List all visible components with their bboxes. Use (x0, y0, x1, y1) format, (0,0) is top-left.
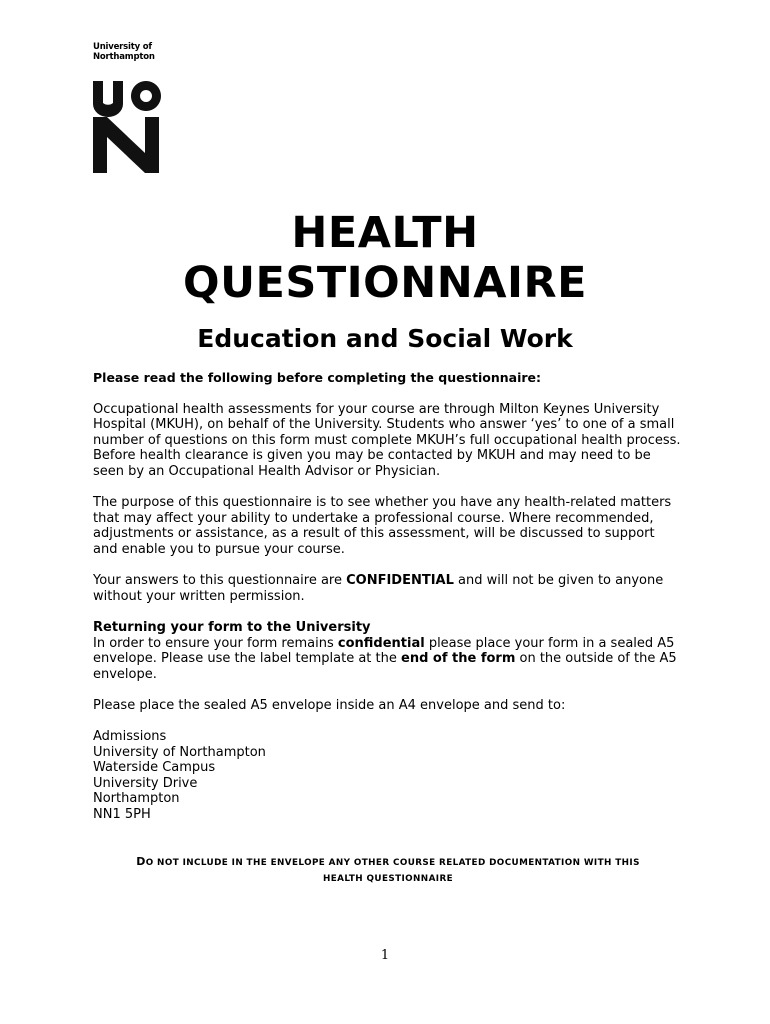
logo-letter-o (131, 81, 161, 111)
returning-text-2: please place your form in a sealed A5 envelope. Please use the label template at the (93, 635, 675, 667)
logo-line-2: Northampton (93, 52, 155, 62)
address-line: Waterside Campus (93, 760, 216, 776)
uon-logo-mark (93, 81, 161, 173)
document-title (0, 208, 770, 308)
logo-letter-n (93, 117, 159, 173)
address-line: NN1 5PH (93, 807, 151, 823)
returning-text-1: In order to ensure your form remains (93, 635, 338, 651)
document-subtitle: Education and Social Work (197, 324, 573, 353)
confidential-text-after: and will not be given to anyone without your written permission. (93, 573, 664, 604)
paragraph-purpose: The purpose of this questionnaire is to see whether you have any health-related matters that may affect your ability to undertake a professional course. Where recommended, adjustments or assistance, as a result of this assessment, will be discussed to support and enable you to pursue your course. (93, 495, 672, 557)
envelope-notice (93, 854, 683, 887)
document-title-text: HEALTH QUESTIONNAIRE (183, 208, 587, 308)
university-logo-text (93, 42, 155, 62)
returning-emphasis-confidential: confidential (337, 635, 425, 651)
confidential-text-before: Your answers to this questionnaire are (93, 573, 347, 589)
postal-address (93, 729, 683, 823)
notice-line-1-rest: O NOT INCLUDE IN THE ENVELOPE ANY OTHER COURSE RELATED DOCUMENTATION WITH THIS (145, 858, 640, 868)
notice-first-letter: D (136, 855, 146, 868)
paragraph-confidential (93, 573, 683, 604)
address-line: Admissions (93, 729, 167, 745)
page-number: 1 (380, 948, 390, 963)
returning-text-3: on the outside of the A5 envelope. (93, 651, 677, 682)
logo-line-1: University of (93, 42, 152, 52)
send-to-instruction: Please place the sealed A5 envelope inside an A4 envelope and send to: (93, 697, 566, 713)
address-line: University Drive (93, 775, 198, 791)
paragraph-occupational-health: Occupational health assessments for your course are through Milton Keynes University Hospital (MKUH), on behalf of the University. Students who answer ‘yes’ to one of a small number of questions on this form must complete MKUH’s full occupational health process. Before health clearance is given you may be contacted by MKUH and may need to be seen by an Occupational Health Advisor or Physician. (93, 401, 681, 479)
returning-instructions (93, 636, 683, 683)
returning-heading: Returning your form to the University (93, 619, 371, 635)
confidential-emphasis: CONFIDENTIAL (346, 573, 454, 589)
address-line: Northampton (93, 791, 180, 807)
returning-emphasis-end-of-form: end of the form (401, 651, 516, 667)
logo-letter-u (93, 81, 123, 117)
intro-instruction: Please read the following before completing the questionnaire: (93, 370, 542, 385)
address-line: University of Northampton (93, 744, 266, 760)
notice-line-2: HEALTH QUESTIONNAIRE (322, 874, 454, 884)
notice-line-1 (93, 854, 683, 871)
document-body (93, 370, 683, 823)
